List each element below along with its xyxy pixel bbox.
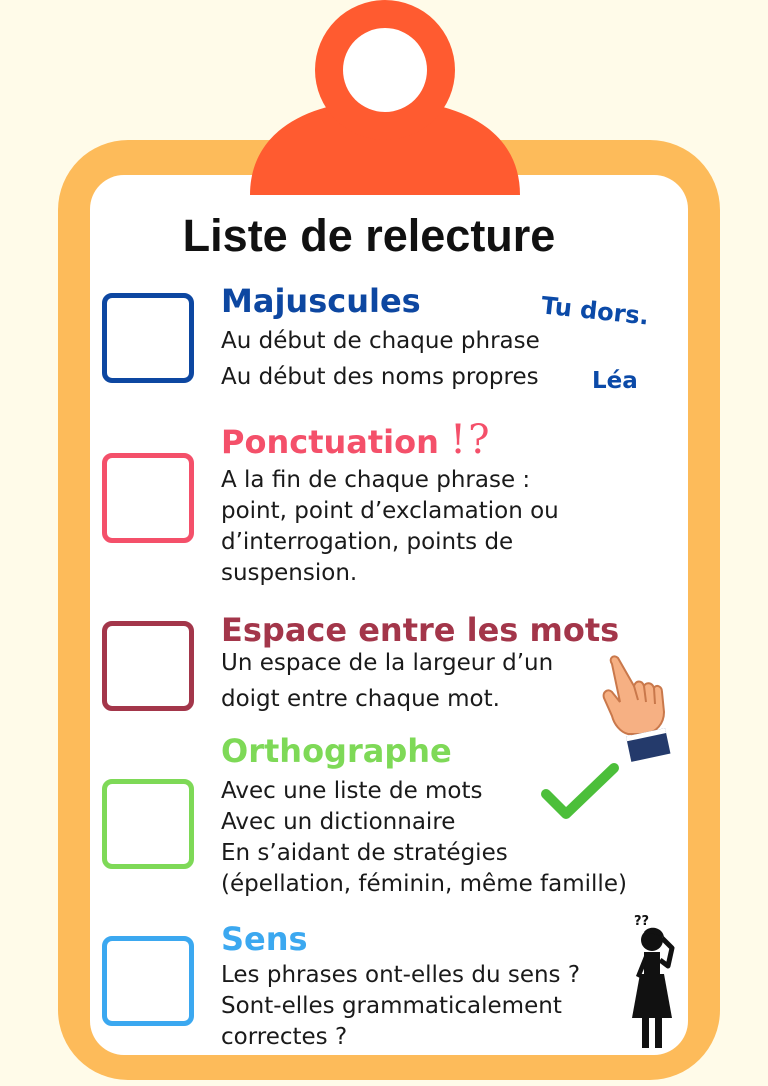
page-title: Liste de relecture: [182, 210, 556, 261]
checkbox-espace[interactable]: [102, 621, 194, 711]
section-heading: Orthographe: [221, 732, 452, 770]
section-ponctuation: [221, 417, 559, 589]
section-heading-text: Ponctuation: [221, 423, 439, 461]
checkmark-icon: [540, 762, 620, 822]
checkbox-orthographe[interactable]: [102, 779, 194, 869]
section-line: Avec un dictionnaire: [221, 809, 456, 835]
section-line: En s’aidant de stratégies: [221, 840, 508, 866]
punctuation-symbol: !?: [450, 417, 492, 463]
section-line: Sont-elles grammaticalement: [221, 993, 562, 1019]
section-sens: [221, 922, 580, 1053]
section-line: (épellation, féminin, même famille): [221, 871, 627, 897]
section-line: d’interrogation, points de: [221, 529, 514, 555]
example-note-name: Léa: [592, 368, 638, 394]
section-line: Au début des noms propres: [221, 364, 539, 390]
section-majuscules: [221, 284, 540, 392]
checkbox-majuscules[interactable]: [102, 293, 194, 383]
section-line: point, point d’exclamation ou: [221, 498, 559, 524]
clipboard-clip-icon: [240, 0, 530, 200]
section-line: Avec une liste de mots: [221, 778, 483, 804]
checkbox-sens[interactable]: [102, 936, 194, 1026]
question-bubble: ??: [634, 914, 650, 929]
section-heading: Espace entre les mots: [221, 611, 620, 649]
example-note-sentence: Tu dors.: [539, 291, 651, 331]
section-line: Au début de chaque phrase: [221, 328, 540, 354]
section-line: suspension.: [221, 560, 358, 586]
section-heading: [221, 417, 559, 463]
section-line: doigt entre chaque mot.: [221, 686, 500, 712]
section-heading: Sens: [221, 920, 308, 958]
section-line: Les phrases ont-elles du sens ?: [221, 962, 581, 988]
section-heading: Majuscules: [221, 282, 421, 320]
section-line: A la fin de chaque phrase :: [221, 467, 531, 493]
checkbox-ponctuation[interactable]: [102, 453, 194, 543]
section-line: Un espace de la largeur d’un: [221, 650, 554, 676]
section-espace: [221, 613, 619, 715]
section-line: correctes ?: [221, 1024, 348, 1050]
thinking-girl-icon: [624, 926, 684, 1054]
